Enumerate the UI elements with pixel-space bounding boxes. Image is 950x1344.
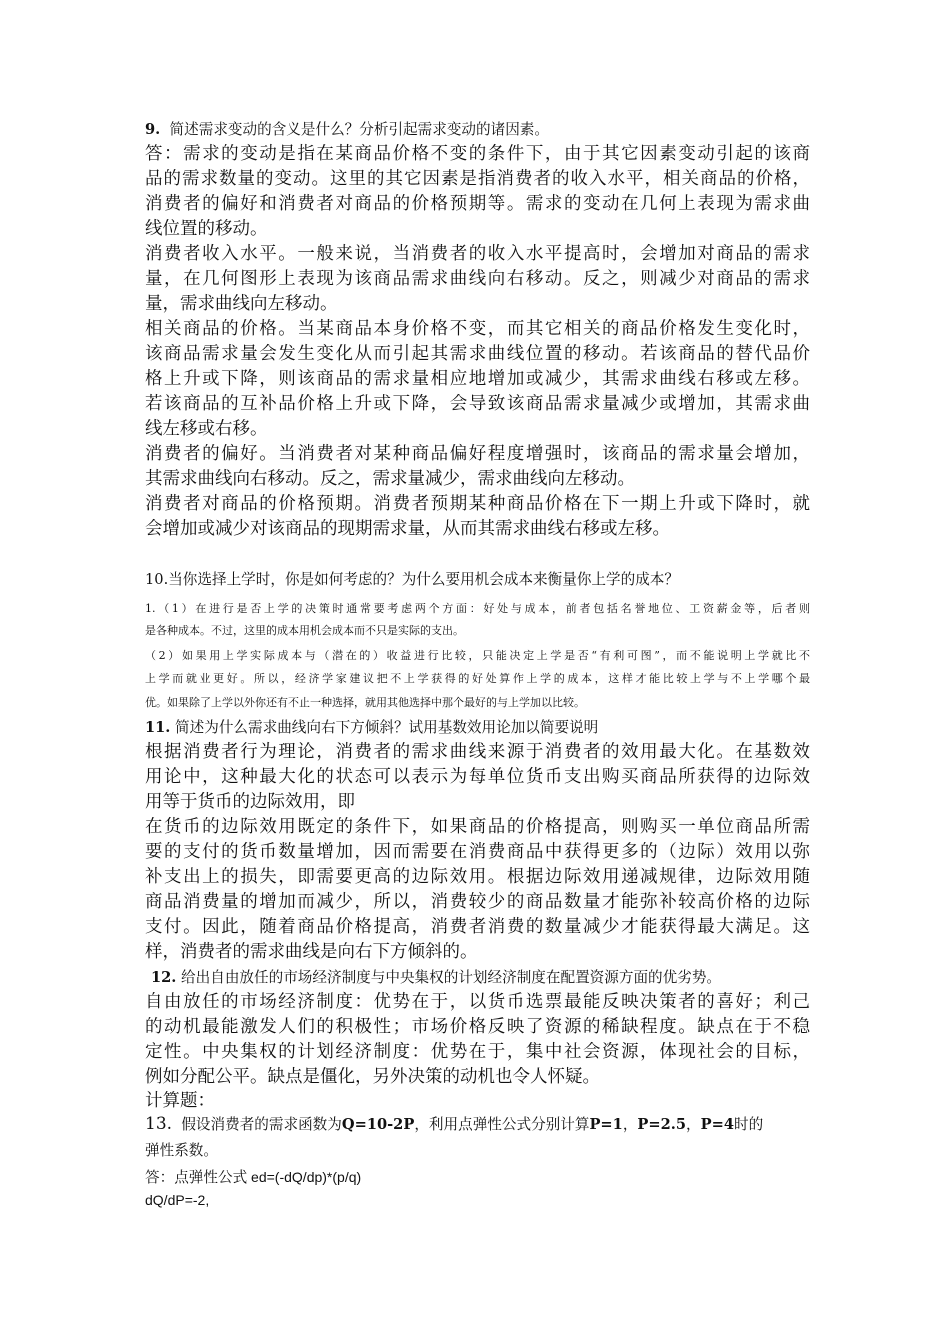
q9-answer-line: 线左移或右移。 (145, 419, 268, 439)
q13-line (145, 1113, 810, 1134)
q11-answer-line: 支付。因此，随着商品价格提高，消费者消费的数量减少才能获得最大满足。这 (145, 917, 810, 937)
q11-answer-line: 补支出上的损失，即需要更高的边际效用。根据边际效用递减规律，边际效用随 (145, 867, 810, 887)
q11-answer-line: 用等于货币的边际效用，即 (145, 792, 355, 812)
q9-number: 9. (145, 121, 161, 138)
q11-answer-line: 在货币的边际效用既定的条件下，如果商品的价格提高，则购买一单位商品所需 (145, 817, 810, 837)
q10-answer-line: 优。如果除了上学以外你还有不止一种选择，就用其他选择中那个最好的与上学加以比较。 (145, 696, 585, 709)
q9-answer-line: 消费者收入水平。一般来说，当消费者的收入水平提高时，会增加对商品的需求 (145, 244, 810, 264)
q9-answer-line: 其需求曲线向右移动。反之，需求量减少，需求曲线向左移动。 (145, 469, 635, 489)
q12-question-text: 给出自由放任的市场经济制度与中央集权的计划经济制度在配置资源方面的优劣势。 (181, 969, 722, 986)
q9-answer-line: 相关商品的价格。当某商品本身价格不变，而其它相关的商品价格发生变化时， (145, 319, 810, 339)
q10-answer-line: 是各种成本。不过，这里的成本用机会成本而不只是实际的支出。 (145, 624, 464, 637)
q13-sep-2: ， (686, 1116, 701, 1133)
q9-answer-line: 消费者的偏好。当消费者对某种商品偏好程度增强时，该商品的需求量会增加， (145, 444, 810, 464)
q9-question (145, 118, 810, 139)
q12-answer-line: 的动机最能激发人们的积极性；市场价格反映了资源的稀缺程度。缺点在于不稳 (145, 1017, 810, 1037)
q13-elasticity-formula: ed=(-dQ/dp)*(p/q) (247, 1169, 362, 1185)
q9-question-text: 简述需求变动的含义是什么？分析引起需求变动的诸因素。 (169, 121, 549, 138)
q13-answer-label: 答：点弹性公式 (145, 1169, 248, 1186)
q9-answer-line: 该商品需求量会发生变化从而引起其需求曲线位置的移动。若该商品的替代品价 (145, 344, 810, 364)
q11-answer-line: 样，消费者的需求曲线是向右下方倾斜的。 (145, 942, 478, 962)
q12-answer-line: 定性。中央集权的计划经济制度：优势在于，集中社会资源，体现社会的目标， (145, 1042, 810, 1062)
q13-price-2: P=2.5 (637, 1116, 687, 1133)
q13-text-part2: ，利用点弹性公式分别计算 (414, 1116, 590, 1133)
q9-answer-line: 消费者对商品的价格预期。消费者预期某种商品价格在下一期上升或下降时，就 (145, 494, 810, 514)
q13-price-3: P=4 (700, 1116, 734, 1133)
q13-price-1: P=1 (589, 1116, 623, 1133)
q10-answer-line: （2）如果用上学实际成本与（潜在的）收益进行比较，只能决定上学是否“有利可图”，而不能说明上学就比不 (145, 649, 810, 662)
q9-answer-line: 答：需求的变动是指在某商品价格不变的条件下，由于其它因素变动引起的该商 (145, 144, 810, 164)
q9-answer-line: 会增加或减少对该商品的现期需求量，从而其需求曲线右移或左移。 (145, 519, 670, 539)
q13-text-part1: 假设消费者的需求函数为 (181, 1116, 342, 1133)
q12-answer-line: 例如分配公平。缺点是僵化，另外决策的动机也令人怀疑。 (145, 1067, 600, 1087)
q12-question (151, 966, 810, 987)
q11-answer-line: 商品消费量的增加而减少，所以，消费较少的商品数量才能弥补较高价格的边际 (145, 892, 810, 912)
q13-demand-function: Q=10-2P (341, 1116, 415, 1133)
q11-answer-line: 用论中，这种最大化的状态可以表示为每单位货币支出购买商品所获得的边际效 (145, 767, 810, 787)
q11-answer-line: 根据消费者行为理论，消费者的需求曲线来源于消费者的效用最大化。在基数效 (145, 742, 810, 762)
q13-line-2: 弹性系数。 (145, 1142, 218, 1159)
q11-question (145, 716, 810, 737)
q13-derivative-line: dQ/dP=-2, (145, 1192, 210, 1208)
q13-number: 13. (145, 1114, 173, 1134)
q11-answer-line: 要的支付的货币数量增加，因而需要在消费商品中获得更多的（边际）效用以弥 (145, 842, 810, 862)
q9-answer-line: 品的需求数量的变动。这里的其它因素是指消费者的收入水平，相关商品的价格， (145, 169, 810, 189)
q10-answer-line: 1.（1）在进行是否上学的决策时通常要考虑两个方面：好处与成本，前者包括名誉地位、工资薪金等，后者则 (145, 602, 810, 615)
q9-answer-line: 量，需求曲线向左移动。 (145, 294, 338, 314)
q11-number: 11. (145, 719, 171, 736)
q13-answer-line (145, 1166, 810, 1187)
q12-number: 12. (151, 969, 177, 986)
q13-sep-1: ， (622, 1116, 638, 1133)
q12-answer-line: 自由放任的市场经济制度：优势在于，以货币选票最能反映决策者的喜好；利己 (145, 992, 810, 1012)
q13-text-part3: 时的 (733, 1116, 764, 1133)
q9-answer-line: 若该商品的互补品价格上升或下降，会导致该商品需求量减少或增加，其需求曲 (145, 394, 810, 414)
q9-answer-line: 量，在几何图形上表现为该商品需求曲线向右移动。反之，则减少对商品的需求 (145, 269, 810, 289)
q9-answer-line: 格上升或下降，则该商品的需求量相应地增加或减少，其需求曲线右移或左移。 (145, 369, 810, 389)
q9-answer-line: 线位置的移动。 (145, 219, 268, 239)
q10-answer-line: 上学而就业更好。所以，经济学家建议把不上学获得的好处算作上学的成本，这样才能比较上学与不上学哪个最 (145, 672, 810, 685)
q11-question-text: 简述为什么需求曲线向右下方倾斜？试用基数效用论加以简要说明 (175, 719, 599, 736)
calc-heading: 计算题： (145, 1091, 215, 1111)
q9-answer-line: 消费者的偏好和消费者对商品的价格预期等。需求的变动在几何上表现为需求曲 (145, 194, 810, 214)
q10-question: 10.当你选择上学时，你是如何考虑的？为什么要用机会成本来衡量你上学的成本？ (145, 571, 679, 588)
